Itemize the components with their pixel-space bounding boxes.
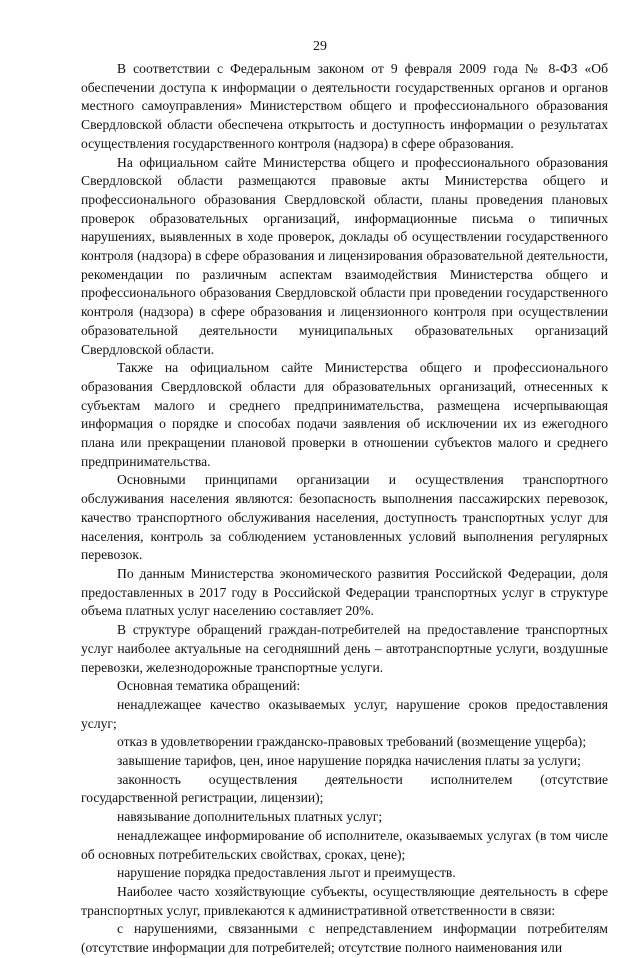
list-item: нарушение порядка предоставления льгот и преимуществ. <box>117 865 456 881</box>
list-item: завышение тарифов, цен, иное нарушение порядка начисления платы за услуги; <box>117 753 581 769</box>
paragraph: В структуре обращений граждан-потребителей на предоставление транспортных услуг наиболее актуальные на сегодняшний день – автотранспортные услуги, воздушные перевозки, железнодорожные транспортные услуги. <box>81 622 608 675</box>
list-item: законность осуществления деятельности исполнителем (отсутствие государственной регистрации, лицензии); <box>81 771 608 806</box>
list-item: с нарушениями, связанными с непредставлением информации потребителям (отсутствие информации для потребителей; отсутствие полного наименования или <box>81 921 608 956</box>
list-item: отказ в удовлетворении гражданско-правовых требований (возмещение ущерба); <box>117 734 587 750</box>
paragraph: Основными принципами организации и осуществления транспортного обслуживания населения являются: безопасность выполнения пассажирских перевозок, качество транспортного обслуживания населения, доступность транспортных услуг для населения, контроль за соблюдением установленных условий выполнения регулярных перевозок. <box>81 472 608 563</box>
list-item: ненадлежащее качество оказываемых услуг, нарушение сроков предоставления услуг; <box>81 696 608 731</box>
paragraph: На официальном сайте Министерства общего и профессионального образования Свердловской области размещаются правовые акты Министерства общего и профессионального образования Свердловской области, планы проведения плановых проверок образовательных организаций, информационные письма о типичных нарушениях, выявленных в ходе проверок, доклады об осуществлении государственного контроля (надзора) в сфере образования и лицензирования образовательной деятельности, рекомендации по различным аспектам взаимодействия Министерства общего и профессионального образования Свердловской области при проведении государственного контроля (надзора) в сфере образования и лицензионного контроля при осуществлении образовательной деятельности муниципальных образовательных организаций Свердловской области. <box>81 154 608 357</box>
page-number: 29 <box>313 39 327 54</box>
list-item: навязывание дополнительных платных услуг; <box>117 809 383 825</box>
list-item: ненадлежащее информирование об исполнителе, оказываемых услугах (в том числе об основных потребительских свойствах, сроках, цене); <box>81 827 608 862</box>
paragraph: Также на официальном сайте Министерства общего и профессионального образования Свердловской области для образовательных организаций, отнесенных к субъектам малого и среднего предпринимательства, размещена исчерпывающая информация о порядке и способах подачи заявления об исключении их из ежегодного плана или прекращении плановой проверки в отношении субъектов малого и среднего предпринимательства. <box>81 360 608 469</box>
document-body <box>81 60 608 958</box>
paragraph: По данным Министерства экономического развития Российской Федерации, доля предоставленных в 2017 году в Российской Федерации транспортных услуг в структуре объема платных услуг населению составляет 20%. <box>81 565 608 619</box>
paragraph: Основная тематика обращений: <box>117 678 301 694</box>
paragraph: В соответствии с Федеральным законом от 9 февраля 2009 года № 8-ФЗ «Об обеспечении доступа к информации о деятельности государственных органов и органов местного самоуправления» Министерством общего и профессионального образования Свердловской области обеспечена открытость и доступность информации о результатах осуществления государственного контроля (надзора) в сфере образования. <box>81 61 608 151</box>
paragraph: Наиболее часто хозяйствующие субъекты, осуществляющие деятельность в сфере транспортных услуг, привлекаются к административной ответственности в связи: <box>81 883 608 918</box>
